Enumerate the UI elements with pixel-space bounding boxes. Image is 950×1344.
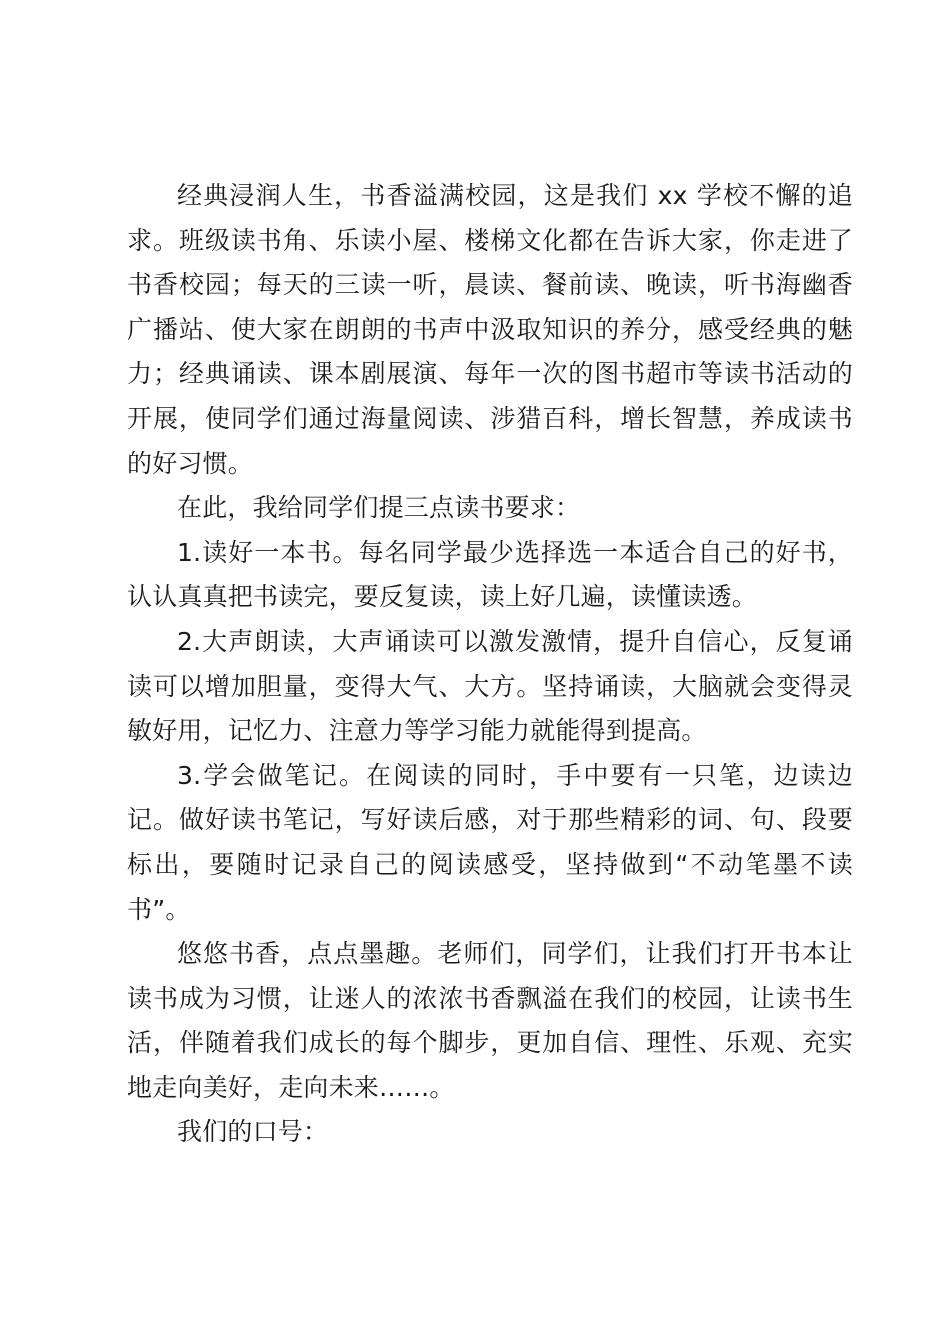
paragraph-requirement-2: 2.大声朗读，大声诵读可以激发激情，提升自信心，反复诵读可以增加胆量，变得大气、大方。坚持诵读，大脑就会变得灵敏好用，记忆力、注意力等学习能力就能得到提高。: [127, 626, 853, 746]
paragraph-closing: 悠悠书香，点点墨趣。老师们，同学们，让我们打开书本让读书成为习惯，让迷人的浓浓书香飘溢在我们的校园，让读书生活，伴随着我们成长的每个脚步，更加自信、理性、乐观、充实地走向美好，走向未来……。: [127, 939, 853, 1102]
paragraph-requirements-lead: 在此，我给同学们提三点读书要求：: [177, 493, 581, 523]
paragraph-requirement-1: 1.读好一本书。每名同学最少选择选一本适合自己的好书，认认真真把书读完，要反复读，读上好几遍，读懂读透。: [127, 537, 853, 612]
paragraph-requirement-3: 3.学会做笔记。在阅读的同时，手中要有一只笔，边读边记。做好读书笔记，写好读后感，对于那些精彩的词、句、段要标出，要随时记录自己的阅读感受，坚持做到“不动笔墨不读书”。: [127, 760, 853, 924]
paragraph-slogan-lead: 我们的口号：: [177, 1117, 329, 1147]
paragraph-intro: 经典浸润人生，书香溢满校园，这是我们 xx 学校不懈的追求。班级读书角、乐读小屋、楼梯文化都在告诉大家，你走进了书香校园；每天的三读一听，晨读、餐前读、晚读，听书海幽香广播站、使大家在朗朗的书声中汲取知识的养分，感受经典的魅力；经典诵读、课本剧展演、每年一次的图书超市等读书活动的开展，使同学们通过海量阅读、涉猎百科，增长智慧，养成读书的好习惯。: [127, 181, 853, 478]
document-body: [127, 174, 853, 1155]
